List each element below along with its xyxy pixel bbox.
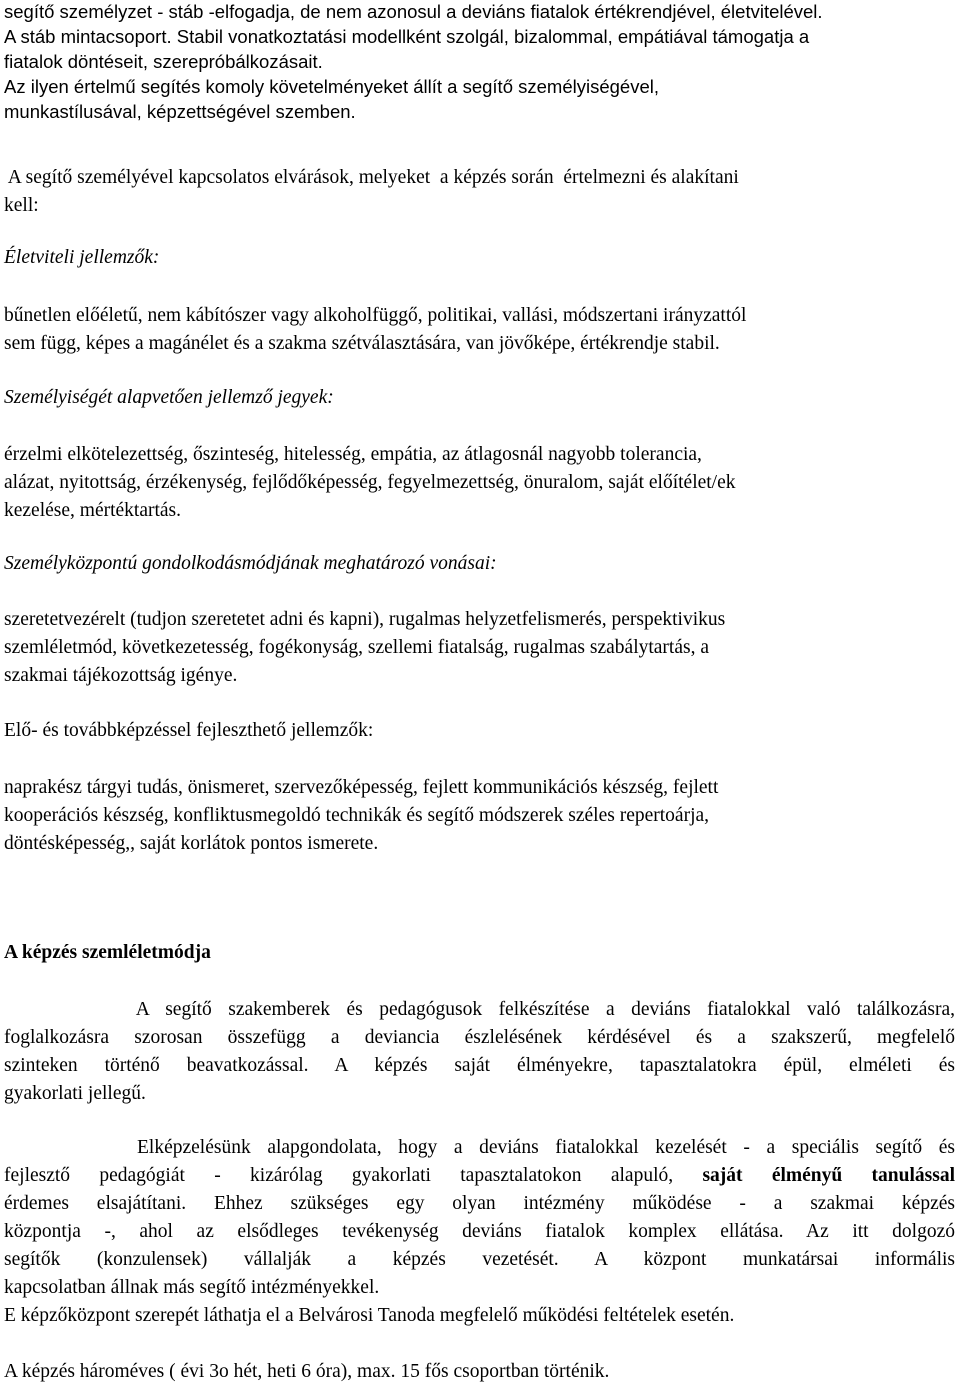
concept-paragraph xyxy=(4,1134,955,1302)
approach-paragraph xyxy=(4,996,955,1108)
text-run: fejlesztő pedagógiát - kizárólag gyakorlati tapasztalatokon alapuló, xyxy=(4,1165,703,1186)
personality-heading: Személyiségét alapvetően jellemző jegyek: xyxy=(4,387,334,408)
text-line: döntésképesség,, saját korlátok pontos ismerete. xyxy=(4,833,379,854)
duration-line: A képzés hároméves ( évi 3o hét, heti 6 óra), max. 15 fős csoportban történik. xyxy=(4,1361,610,1382)
training-text xyxy=(4,774,955,858)
thinking-text xyxy=(4,606,955,690)
text-line: foglalkozásra szorosan összefügg a deviancia észlelésének kérdésével és a szakszerű, megfelelő xyxy=(4,1027,955,1048)
text-line: kooperációs készség, konfliktusmegoldó technikák és segítő módszerek széles repertoárja, xyxy=(4,805,710,826)
lifestyle-heading: Életviteli jellemzők: xyxy=(4,247,160,268)
text-line: kezelése, mértéktartás. xyxy=(4,500,182,521)
text-line: A segítő személyével kapcsolatos elvárások, melyeket a képzés során értelmezni és alakítani xyxy=(4,167,739,188)
text-line: munkastílusával, képzettségével szemben. xyxy=(4,101,356,122)
text-line: szeretetvezérelt (tudjon szeretetet adni és kapni), rugalmas helyzetfelismerés, perspektivikus xyxy=(4,609,726,630)
text-line: sem függ, képes a magánélet és a szakma szétválasztására, van jövőképe, értékrendje stabil. xyxy=(4,333,720,354)
text-line: kapcsolatban állnak más segítő intézményekkel. xyxy=(4,1277,380,1298)
section-heading: A képzés szemléletmódja xyxy=(4,942,211,963)
emphasis-text: saját élményű tanulással xyxy=(702,1165,955,1186)
text-line: A segítő szakemberek és pedagógusok felkészítése a deviáns fiatalokkal való találkozásra, xyxy=(4,999,955,1020)
text-line: szemléletmód, következetesség, fogékonyság, szellemi fiatalság, rugalmas szabálytartás, a xyxy=(4,637,709,658)
text-line: A stáb mintacsoport. Stabil vonatkoztatási modellként szolgál, bizalommal, empátiával támogatja a xyxy=(4,26,810,47)
text-line: segítők (konzulensek) vállalják a képzés vezetését. A központ munkatársai informális xyxy=(4,1249,955,1270)
text-line: fiatalok döntéseit, szerepróbálkozásait. xyxy=(4,51,323,72)
text-line: érdemes elsajátítani. Ehhez szükséges egy olyan intézmény működése - a szakmai képzés xyxy=(4,1193,955,1214)
thinking-heading: Személyközpontú gondolkodásmódjának meghatározó vonásai: xyxy=(4,553,497,574)
text-line: központja -, ahol az elsődleges tevékenység deviáns fiatalok komplex ellátása. Az itt dolgozó xyxy=(4,1221,955,1242)
expectations-intro xyxy=(4,164,955,220)
text-line: érzelmi elkötelezettség, őszinteség, hitelesség, empátia, az átlagosnál nagyobb tolerancia, xyxy=(4,444,702,465)
training-heading: Elő- és továbbképzéssel fejleszthető jellemzők: xyxy=(4,720,374,741)
text-line: szinteken történő beavatkozással. A képzés saját élményekre, tapasztalatokra épül, elméleti és xyxy=(4,1055,955,1076)
top-paragraph xyxy=(4,0,955,124)
text-line: szakmai tájékozottság igénye. xyxy=(4,665,238,686)
text-line xyxy=(4,1162,955,1190)
personality-text xyxy=(4,441,955,525)
text-line: segítő személyzet - stáb -elfogadja, de nem azonosul a deviáns fiatalok értékrendjével, életvitelével. xyxy=(4,1,823,22)
text-line: naprakész tárgyi tudás, önismeret, szervezőképesség, fejlett kommunikációs készség, fejlett xyxy=(4,777,719,798)
center-line: E képzőközpont szerepét láthatja el a Belvárosi Tanoda megfelelő működési feltételek esetén. xyxy=(4,1305,735,1326)
text-line: Az ilyen értelmű segítés komoly követelményeket állít a segítő személyiségével, xyxy=(4,76,659,97)
text-line: bűnetlen előéletű, nem kábítószer vagy alkoholfüggő, politikai, vallási, módszertani irányzattól xyxy=(4,305,747,326)
text-line: Elképzelésünk alapgondolata, hogy a deviáns fiatalokkal kezelését - a speciális segítő és xyxy=(4,1137,955,1158)
text-line: kell: xyxy=(4,195,39,216)
lifestyle-text xyxy=(4,302,955,358)
text-line: alázat, nyitottság, érzékenység, fejlődőképesség, fegyelmezettség, önuralom, saját előítélet/ek xyxy=(4,472,736,493)
text-line: gyakorlati jellegű. xyxy=(4,1083,146,1104)
